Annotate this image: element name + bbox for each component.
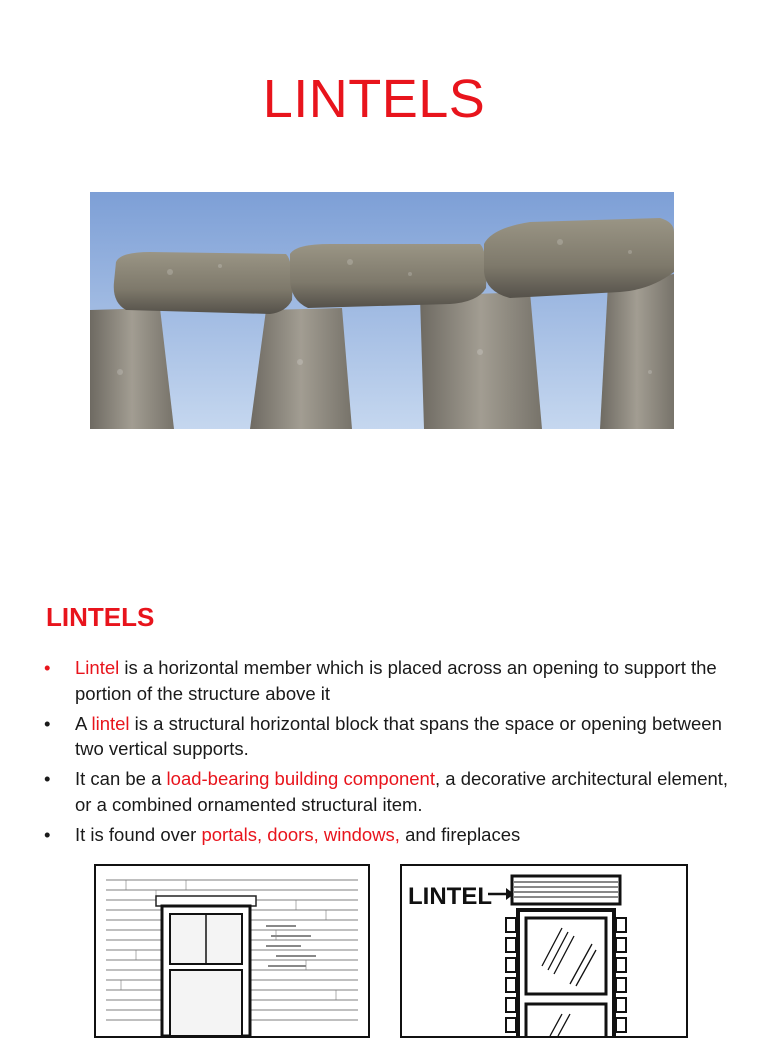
list-item: [40, 655, 740, 706]
body-text: A: [75, 712, 92, 734]
list-item: [40, 822, 740, 848]
stone-lintels-photo: [90, 192, 674, 429]
body-text: and fireplaces: [399, 823, 521, 845]
highlight-text: load-bearing building component: [166, 768, 435, 789]
body-text: , a decorative architectural element, or a combined ornamented structural item.: [75, 768, 729, 815]
bullet-dot: •: [44, 657, 51, 678]
body-text: is a structural horizontal block that spans the space or opening between two vertical supports.: [75, 712, 722, 759]
bullet-dot: •: [44, 823, 51, 845]
lintel-label: LINTEL: [408, 883, 492, 910]
window-sketch-figure: [94, 864, 370, 1038]
body-text: It can be a: [75, 768, 167, 789]
slide-title: LINTELS: [262, 69, 486, 129]
body-text: It is found over: [75, 823, 202, 845]
highlight-text: lintel: [91, 712, 130, 734]
highlight-text: Lintel: [75, 657, 120, 678]
list-item: [40, 711, 740, 762]
list-item: [40, 766, 740, 817]
bullet-dot: •: [44, 768, 51, 789]
body-text: is a horizontal member which is placed across an opening to support the portion of the structure above it: [75, 657, 717, 704]
lintel-diagram-figure: [400, 864, 688, 1038]
bullet-list: [40, 655, 740, 852]
section-heading: LINTELS: [46, 602, 155, 632]
highlight-text: portals, doors, windows,: [201, 823, 400, 845]
bullet-dot: •: [44, 712, 51, 734]
